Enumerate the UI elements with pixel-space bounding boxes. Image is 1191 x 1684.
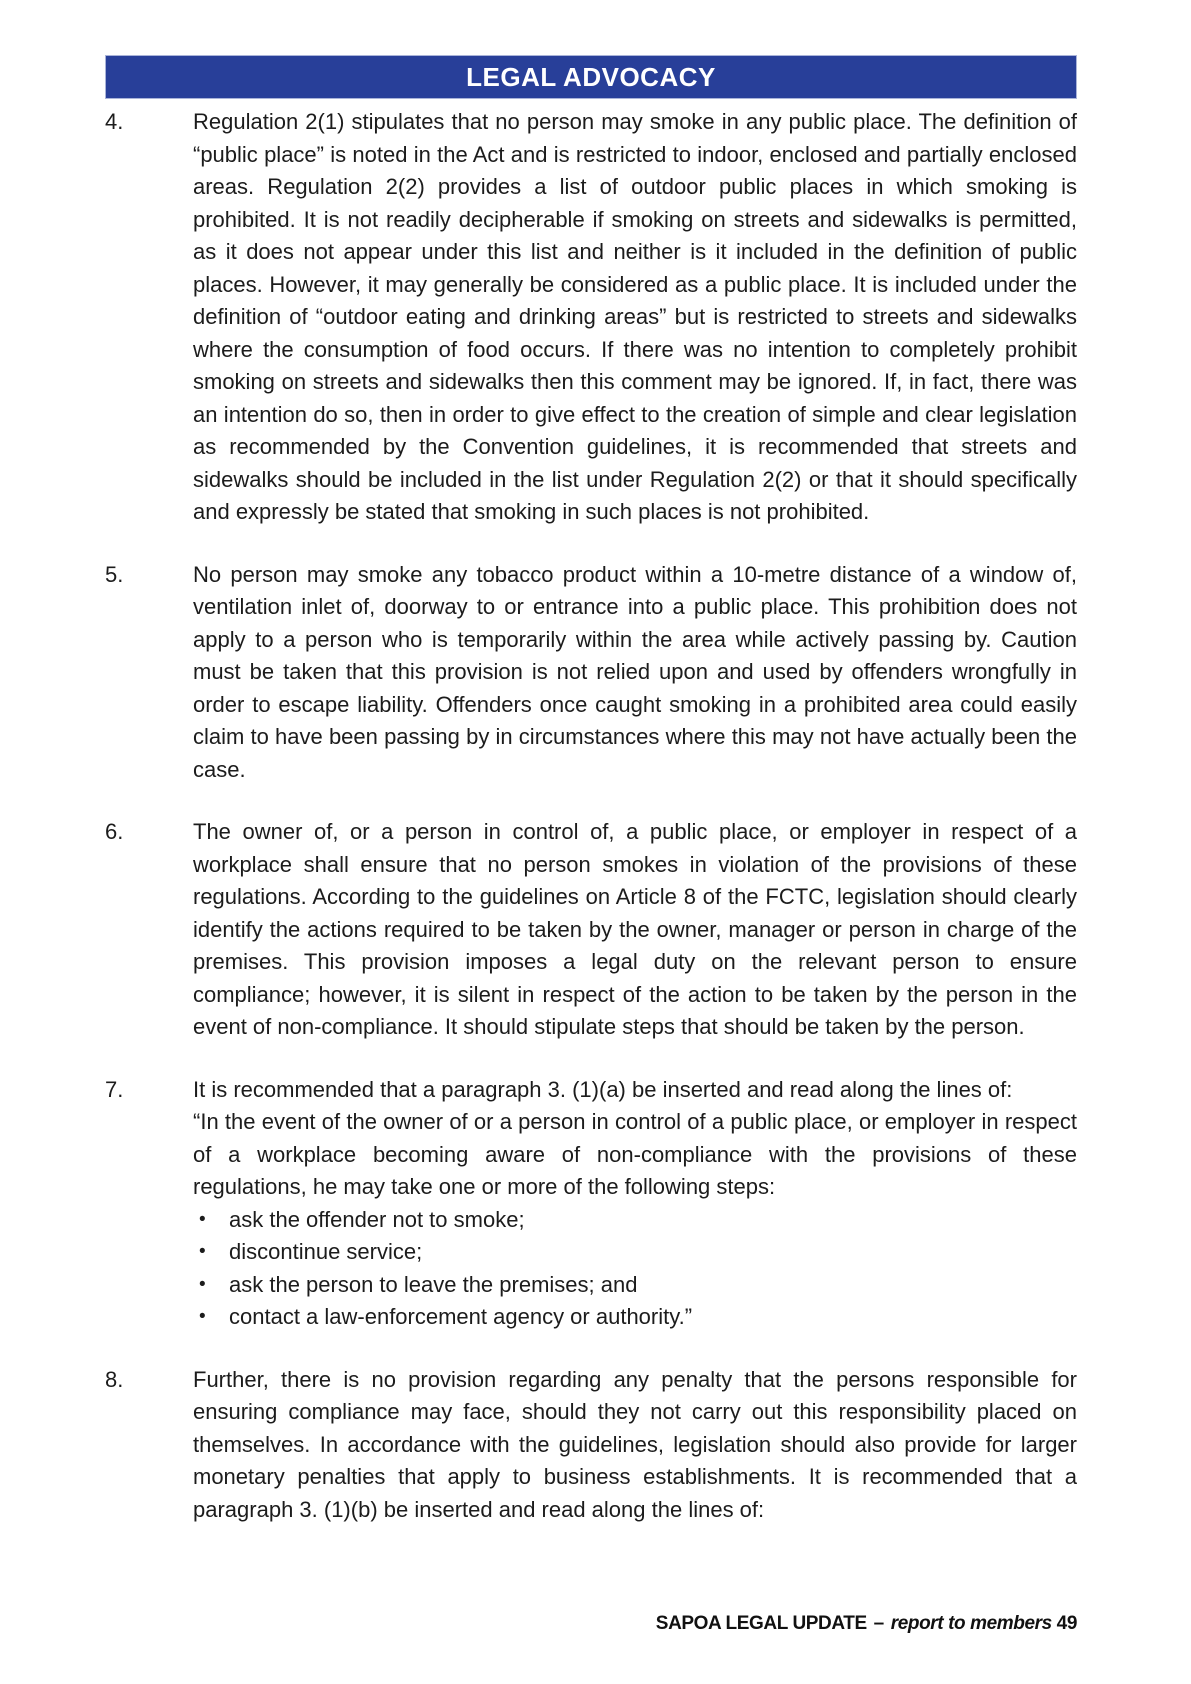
- list-item: [193, 1269, 1077, 1302]
- bullet-text: ask the offender not to smoke;: [229, 1206, 525, 1232]
- paragraph-body: [193, 1074, 1077, 1334]
- numbered-paragraph-5: [105, 559, 1077, 787]
- page-number: 49: [1051, 1613, 1077, 1634]
- paragraph-number: 8.: [105, 1366, 124, 1392]
- bullet-text: ask the person to leave the premises; and: [229, 1271, 638, 1297]
- paragraph-number: 5.: [105, 561, 124, 587]
- paragraph-number: 7.: [105, 1076, 124, 1102]
- footer-subtitle: report to members: [890, 1613, 1052, 1634]
- paragraph-text: Further, there is no provision regarding any penalty that the persons responsible for ensuring compliance may face, should they not carry out this responsibility placed on themselves. In accordance with the guidelines, legislation should also provide for larger monetary penalties that apply to business establishments. It is recommended that a paragraph 3. (1)(b) be inserted and read along the lines of:: [193, 1366, 1077, 1522]
- bullet-icon: •: [199, 1306, 206, 1327]
- numbered-paragraph-6: [105, 816, 1077, 1044]
- paragraph-text: The owner of, or a person in control of, a public place, or employer in respect of a workplace shall ensure that no person smokes in violation of the provisions of these regulations. According to the guidelines on Article 8 of the FCTC, legislation should clearly identify the actions required to be taken by the owner, manager or person in charge of the premises. This provision imposes a legal duty on the relevant person to ensure compliance; however, it is silent in respect of the action to be taken by the person in the event of non-compliance. It should stipulate steps that should be taken by the person.: [193, 819, 1077, 1039]
- bullet-icon: •: [199, 1208, 206, 1230]
- list-item: [193, 1204, 1077, 1237]
- numbered-paragraph-4: [105, 106, 1077, 529]
- numbered-paragraph-8: [105, 1364, 1077, 1527]
- paragraph-quote-text: “In the event of the owner of or a person in control of a public place, or employer in respect of a workplace becoming aware of non-compliance with the provisions of these regulations, he may take one or more of the following steps:: [193, 1109, 1077, 1199]
- bullet-list: [193, 1204, 1077, 1334]
- section-header-banner: [105, 55, 1077, 99]
- paragraph-number: 6.: [105, 819, 124, 844]
- bullet-text: discontinue service;: [229, 1239, 423, 1264]
- numbered-paragraph-7: [105, 1074, 1077, 1334]
- paragraph-text: No person may smoke any tobacco product within a 10-metre distance of a window of, ventilation inlet of, doorway to or entrance into a public place. This prohibition does not apply to a person who is temporarily within the area while actively passing by. Caution must be taken that this provision is not relied upon and used by offenders wrongfully in order to escape liability. Offenders once caught smoking in a prohibited area could easily claim to have been passing by in circumstances where this may not have actually been the case.: [193, 561, 1077, 782]
- section-title: LEGAL ADVOCACY: [466, 61, 716, 92]
- footer-publication-title: SAPOA LEGAL UPDATE: [655, 1613, 872, 1634]
- paragraph-text: Regulation 2(1) stipulates that no person may smoke in any public place. The definition of “public place” is noted in the Act and is restricted to indoor, enclosed and partially enclosed areas. Regulation 2(2) provides a list of outdoor public places in which smoking is prohibited. It is not readily decipherable if smoking on streets and sidewalks is permitted, as it does not appear under this list and neither is it included in the definition of public places. However, it may generally be considered as a public place. It is included under the definition of “outdoor eating and drinking areas” but is restricted to streets and sidewalks where the consumption of food occurs. If there was no intention to completely prohibit smoking on streets and sidewalks then this comment may be ignored. If, in fact, there was an intention do so, then in order to give effect to the creation of simple and clear legislation as recommended by the Convention guidelines, it is recommended that streets and sidewalks should be included in the list under Regulation 2(2) or that it should specifically and expressly be stated that smoking in such places is not prohibited.: [193, 109, 1077, 524]
- paragraph-intro-line: It is recommended that a paragraph 3. (1)(a) be inserted and read along the lines of:: [193, 1076, 1013, 1102]
- list-item: [193, 1236, 1077, 1269]
- list-item: [193, 1301, 1077, 1334]
- bullet-icon: •: [199, 1273, 206, 1295]
- paragraph-number: 4.: [105, 109, 124, 134]
- footer-dash: –: [873, 1613, 889, 1634]
- page-footer: [656, 1612, 1077, 1636]
- document-content: [105, 55, 1077, 1526]
- bullet-text: contact a law-enforcement agency or authority.”: [229, 1304, 693, 1329]
- bullet-icon: •: [199, 1241, 206, 1262]
